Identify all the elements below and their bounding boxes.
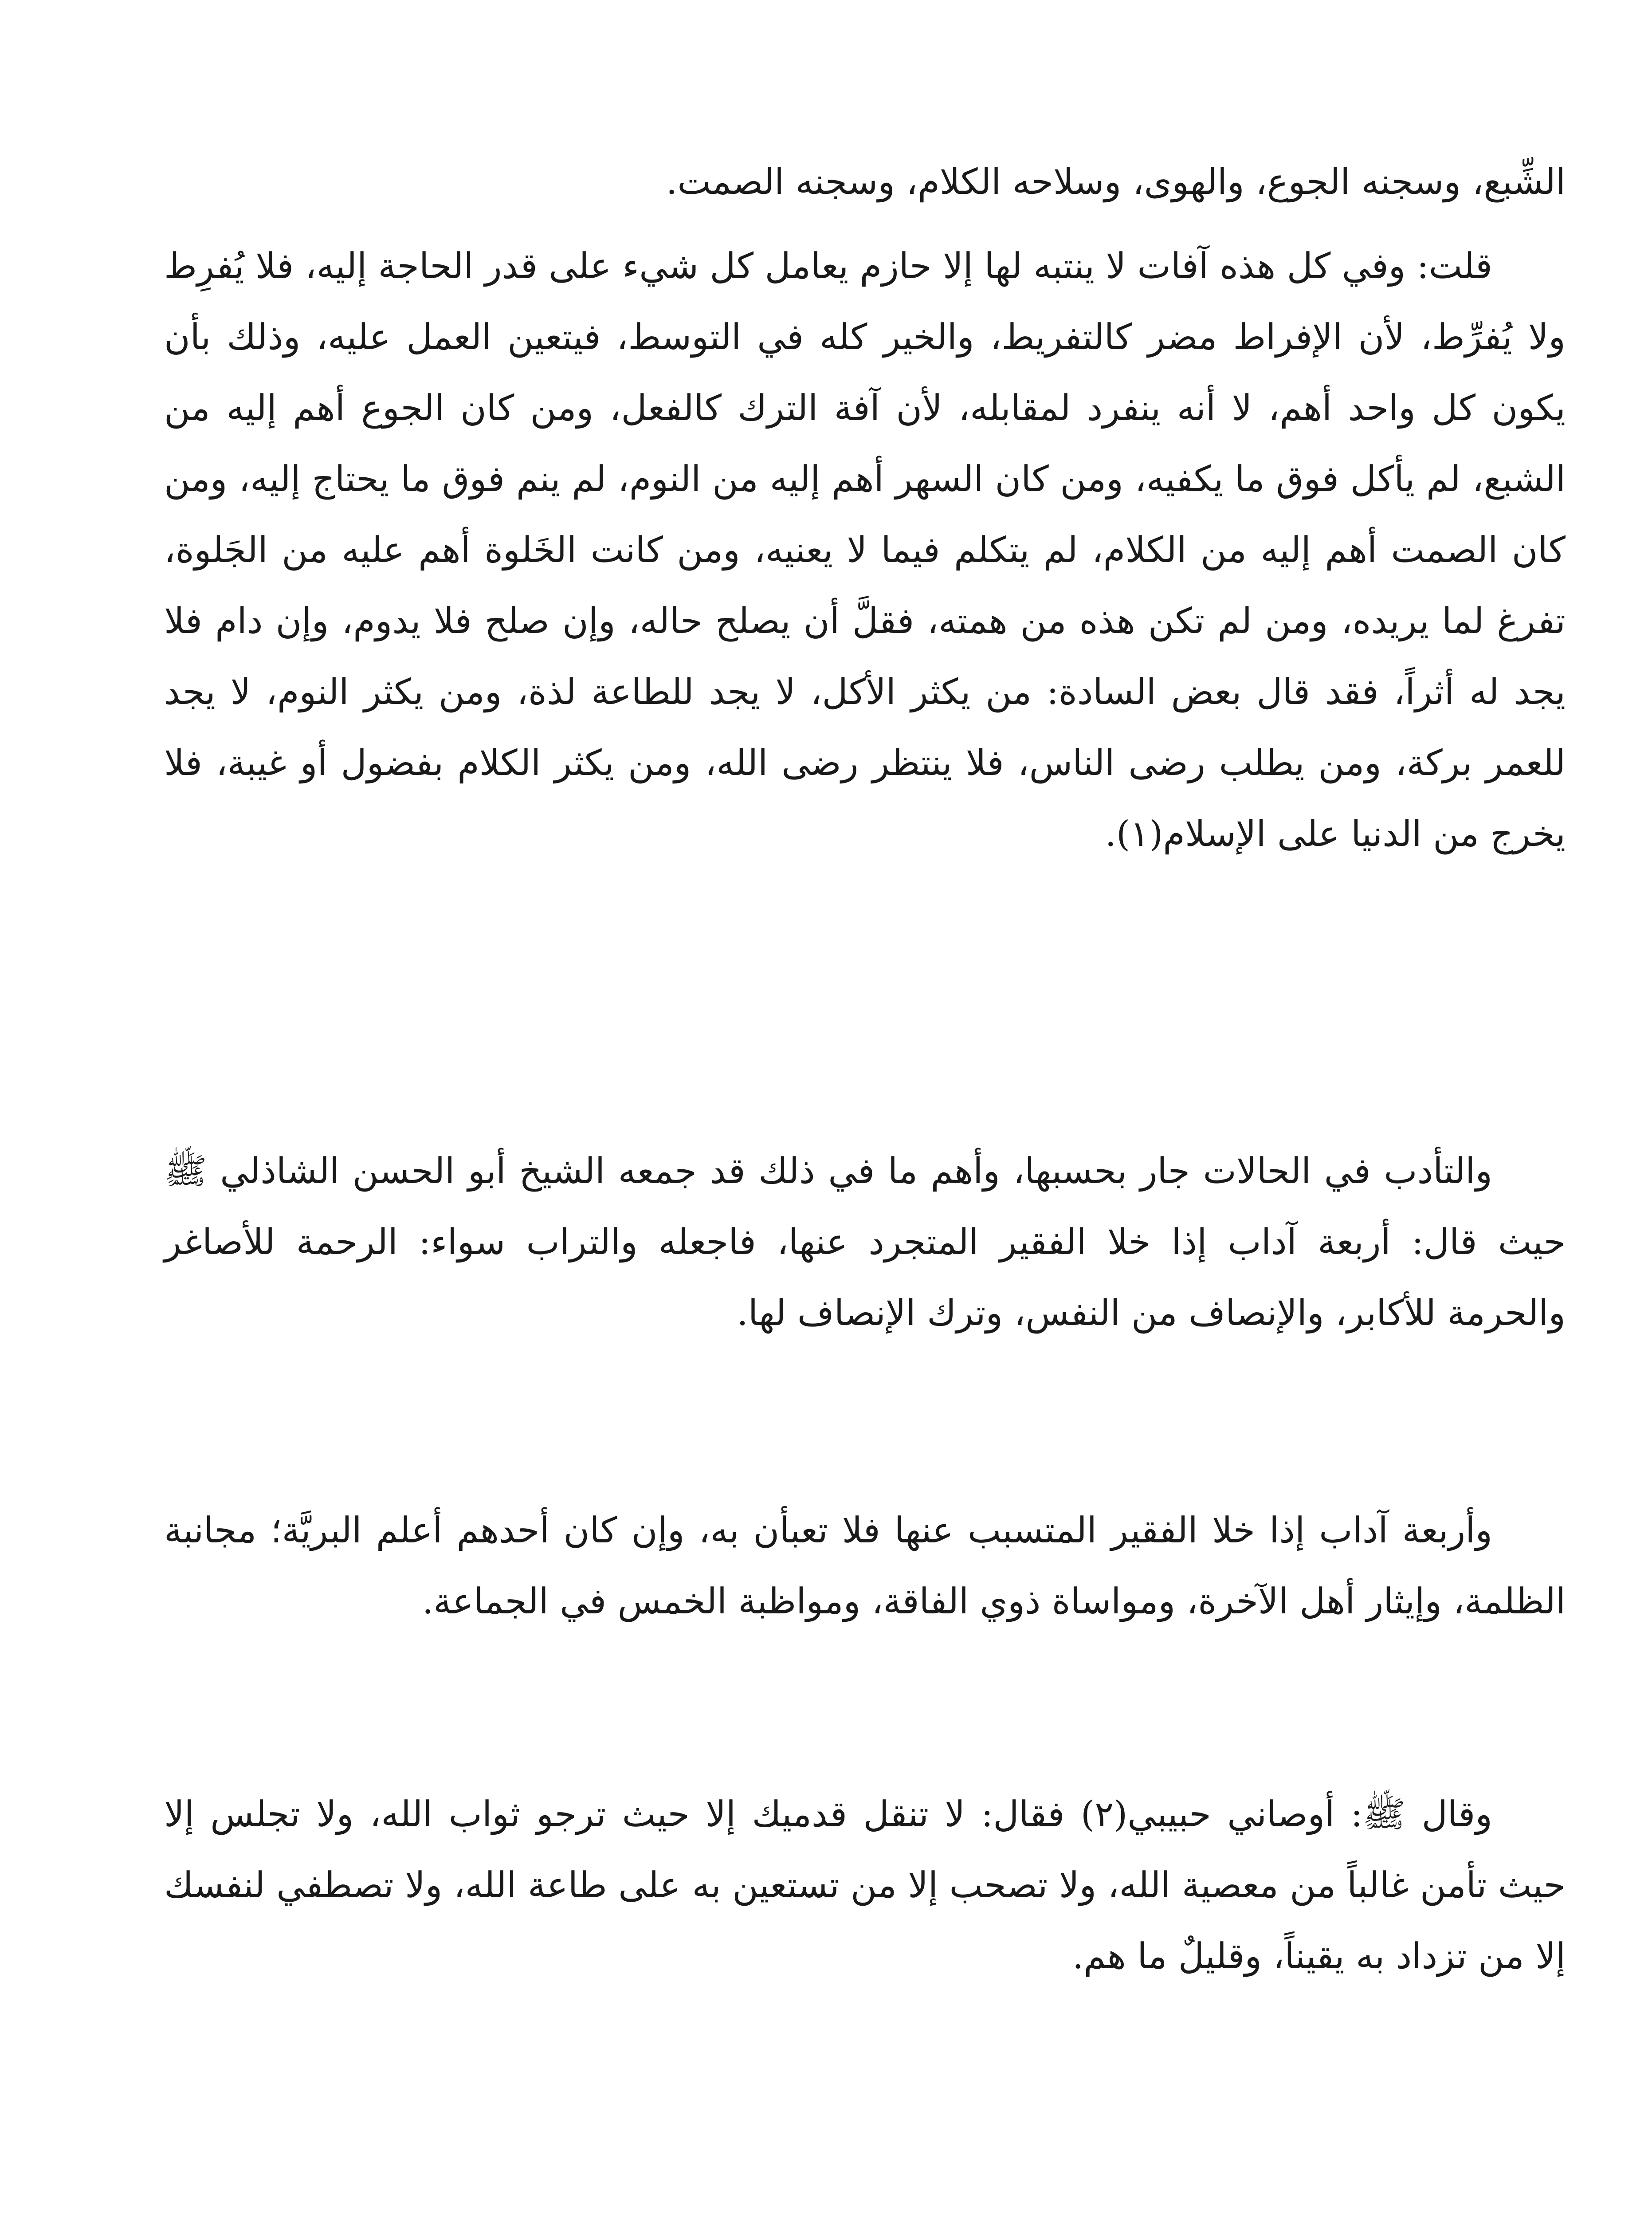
paragraph-3: والتأدب في الحالات جار بحسبها، وأهم ما في ذلك قد جمعه الشيخ أبو الحسن الشاذلي ﷺ حيث قال: أربعة آداب إذا خلا الفقير المتجرد عنها، فاجعله والتراب سواء: الرحمة للأصاغر والحرمة للأكابر، والإنصاف من النفس، وترك الإنصاف لها. — [164, 1150, 1566, 1333]
paragraph-4: وأربعة آداب إذا خلا الفقير المتسبب عنها فلا تعبأن به، وإن كان أحدهم أعلم البريَّة؛ مجانبة الظلمة، وإيثار أهل الآخرة، ومواساة ذوي الفاقة، ومواظبة الخمس في الجماعة. — [164, 1510, 1566, 1622]
paragraph-1: الشِّبع، وسجنه الجوع، والهوى، وسلاحه الكلام، وسجنه الصمت. — [666, 161, 1566, 202]
paragraph-5: وقال ﷺ: أوصاني حبيبي(٢) فقال: لا تنقل قدميك إلا حيث ترجو ثواب الله، ولا تجلس إلا حيث تأمن غالباً من معصية الله، ولا تصحب إلا من تستعين به على طاعة الله، ولا تصطفي لنفسك إلا من تزداد به يقيناً، وقليلٌ ما هم. — [164, 1793, 1566, 1977]
page-content — [164, 146, 1566, 2218]
paragraph-2: قلت: وفي كل هذه آفات لا ينتبه لها إلا حازم يعامل كل شيء على قدر الحاجة إليه، فلا يُفرِط ولا يُفرِّط، لأن الإفراط مضر كالتفريط، والخير كله في التوسط، فيتعين العمل عليه، وذلك بأن يكون كل واحد أهم، لا أنه ينفرد لمقابله، لأن آفة الترك كالفعل، ومن كان الجوع أهم إليه من الشبع، لم يأكل فوق ما يكفيه، ومن كان السهر أهم إليه من النوم، لم ينم فوق ما يحتاج إليه، ومن كان الصمت أهم إليه من الكلام، لم يتكلم فيما لا يعنيه، ومن كانت الخَلوة أهم عليه من الجَلوة، تفرغ لما يريده، ومن لم تكن هذه من همته، فقلَّ أن يصلح حاله، وإن صلح فلا يدوم، وإن دام فلا يجد له أثراً، فقد قال بعض السادة: من يكثر الأكل، لا يجد للطاعة لذة، ومن يكثر النوم، لا يجد للعمر بركة، ومن يطلب رضى الناس، فلا ينتظر رضى الله، ومن يكثر الكلام بفضول أو غيبة، فلا يخرج من الدنيا على الإسلام(١). — [164, 245, 1566, 854]
